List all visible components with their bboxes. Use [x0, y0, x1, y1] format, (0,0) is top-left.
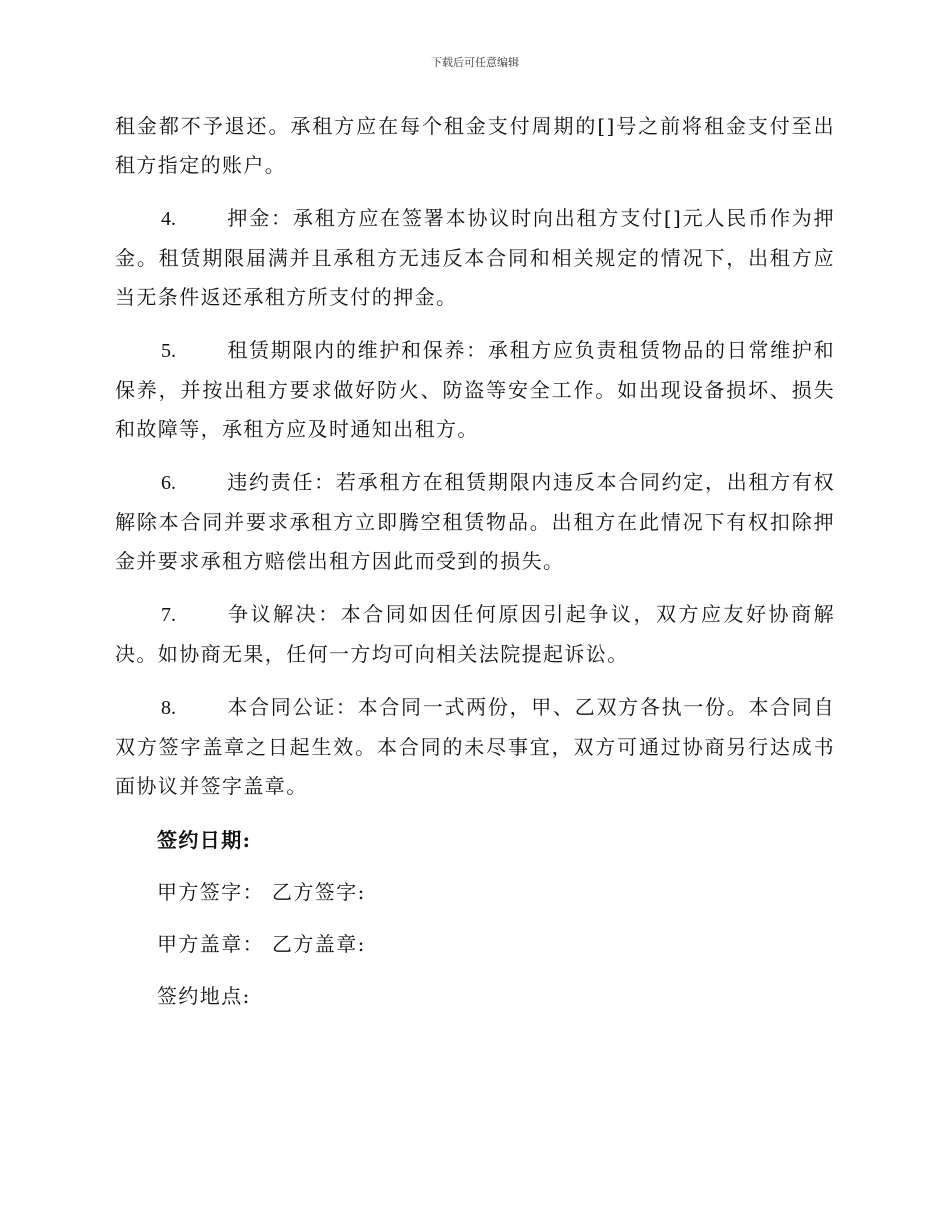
seal-line [157, 924, 835, 964]
clause-number: 8. [161, 697, 176, 719]
party-a-seal-label: 甲方盖章： [157, 932, 264, 956]
signature-line [157, 872, 835, 912]
clause-text: 押金：承租方应在签署本协议时向出租方支付[]元人民币作为押金。租赁期限届满并且承租方无违反本合同和相关规定的情况下，出租方应当无条件返还承租方所支付的押金。 [115, 206, 835, 309]
clause-5 [115, 331, 835, 449]
party-b-seal-label: 乙方盖章: [272, 932, 366, 956]
party-a-signature-label: 甲方签字： [157, 880, 264, 904]
clause-text: 租赁期限内的维护和保养：承租方应负责租赁物品的日常维护和保养，并按出租方要求做好防火、防盗等安全工作。如出现设备损坏、损失和故障等，承租方应及时通知出租方。 [115, 338, 835, 441]
document-body [115, 107, 835, 1028]
clause-number: 7. [161, 604, 176, 626]
signature-block [115, 820, 835, 1016]
signing-place-label: 签约地点: [157, 984, 251, 1008]
clause-text: 本合同公证：本合同一式两份，甲、乙双方各执一份。本合同自双方签字盖章之日起生效。本合同的未尽事宜，双方可通过协商另行达成书面协议并签字盖章。 [115, 695, 835, 798]
clause-number: 6. [161, 472, 176, 494]
clause-6 [115, 463, 835, 581]
page-header: 下载后可任意编辑 [431, 56, 519, 69]
clause-7 [115, 595, 835, 674]
clause-4 [115, 199, 835, 317]
clause-number: 5. [161, 340, 176, 362]
clause-8 [115, 688, 835, 806]
continuation-paragraph: 租金都不予退还。承租方应在每个租金支付周期的[]号之前将租金支付至出租方指定的账户。 [115, 114, 835, 177]
clause-text: 争议解决：本合同如因任何原因引起争议，双方应友好协商解决。如协商无果，任何一方均可向相关法院提起诉讼。 [115, 602, 835, 666]
clause-text: 违约责任：若承租方在租赁期限内违反本合同约定，出租方有权解除本合同并要求承租方立即腾空租赁物品。出租方在此情况下有权扣除押金并要求承租方赔偿出租方因此而受到的损失。 [115, 470, 835, 573]
signing-date-label: 签约日期: [157, 828, 252, 852]
clause-number: 4. [161, 208, 176, 230]
party-b-signature-label: 乙方签字: [272, 880, 366, 904]
